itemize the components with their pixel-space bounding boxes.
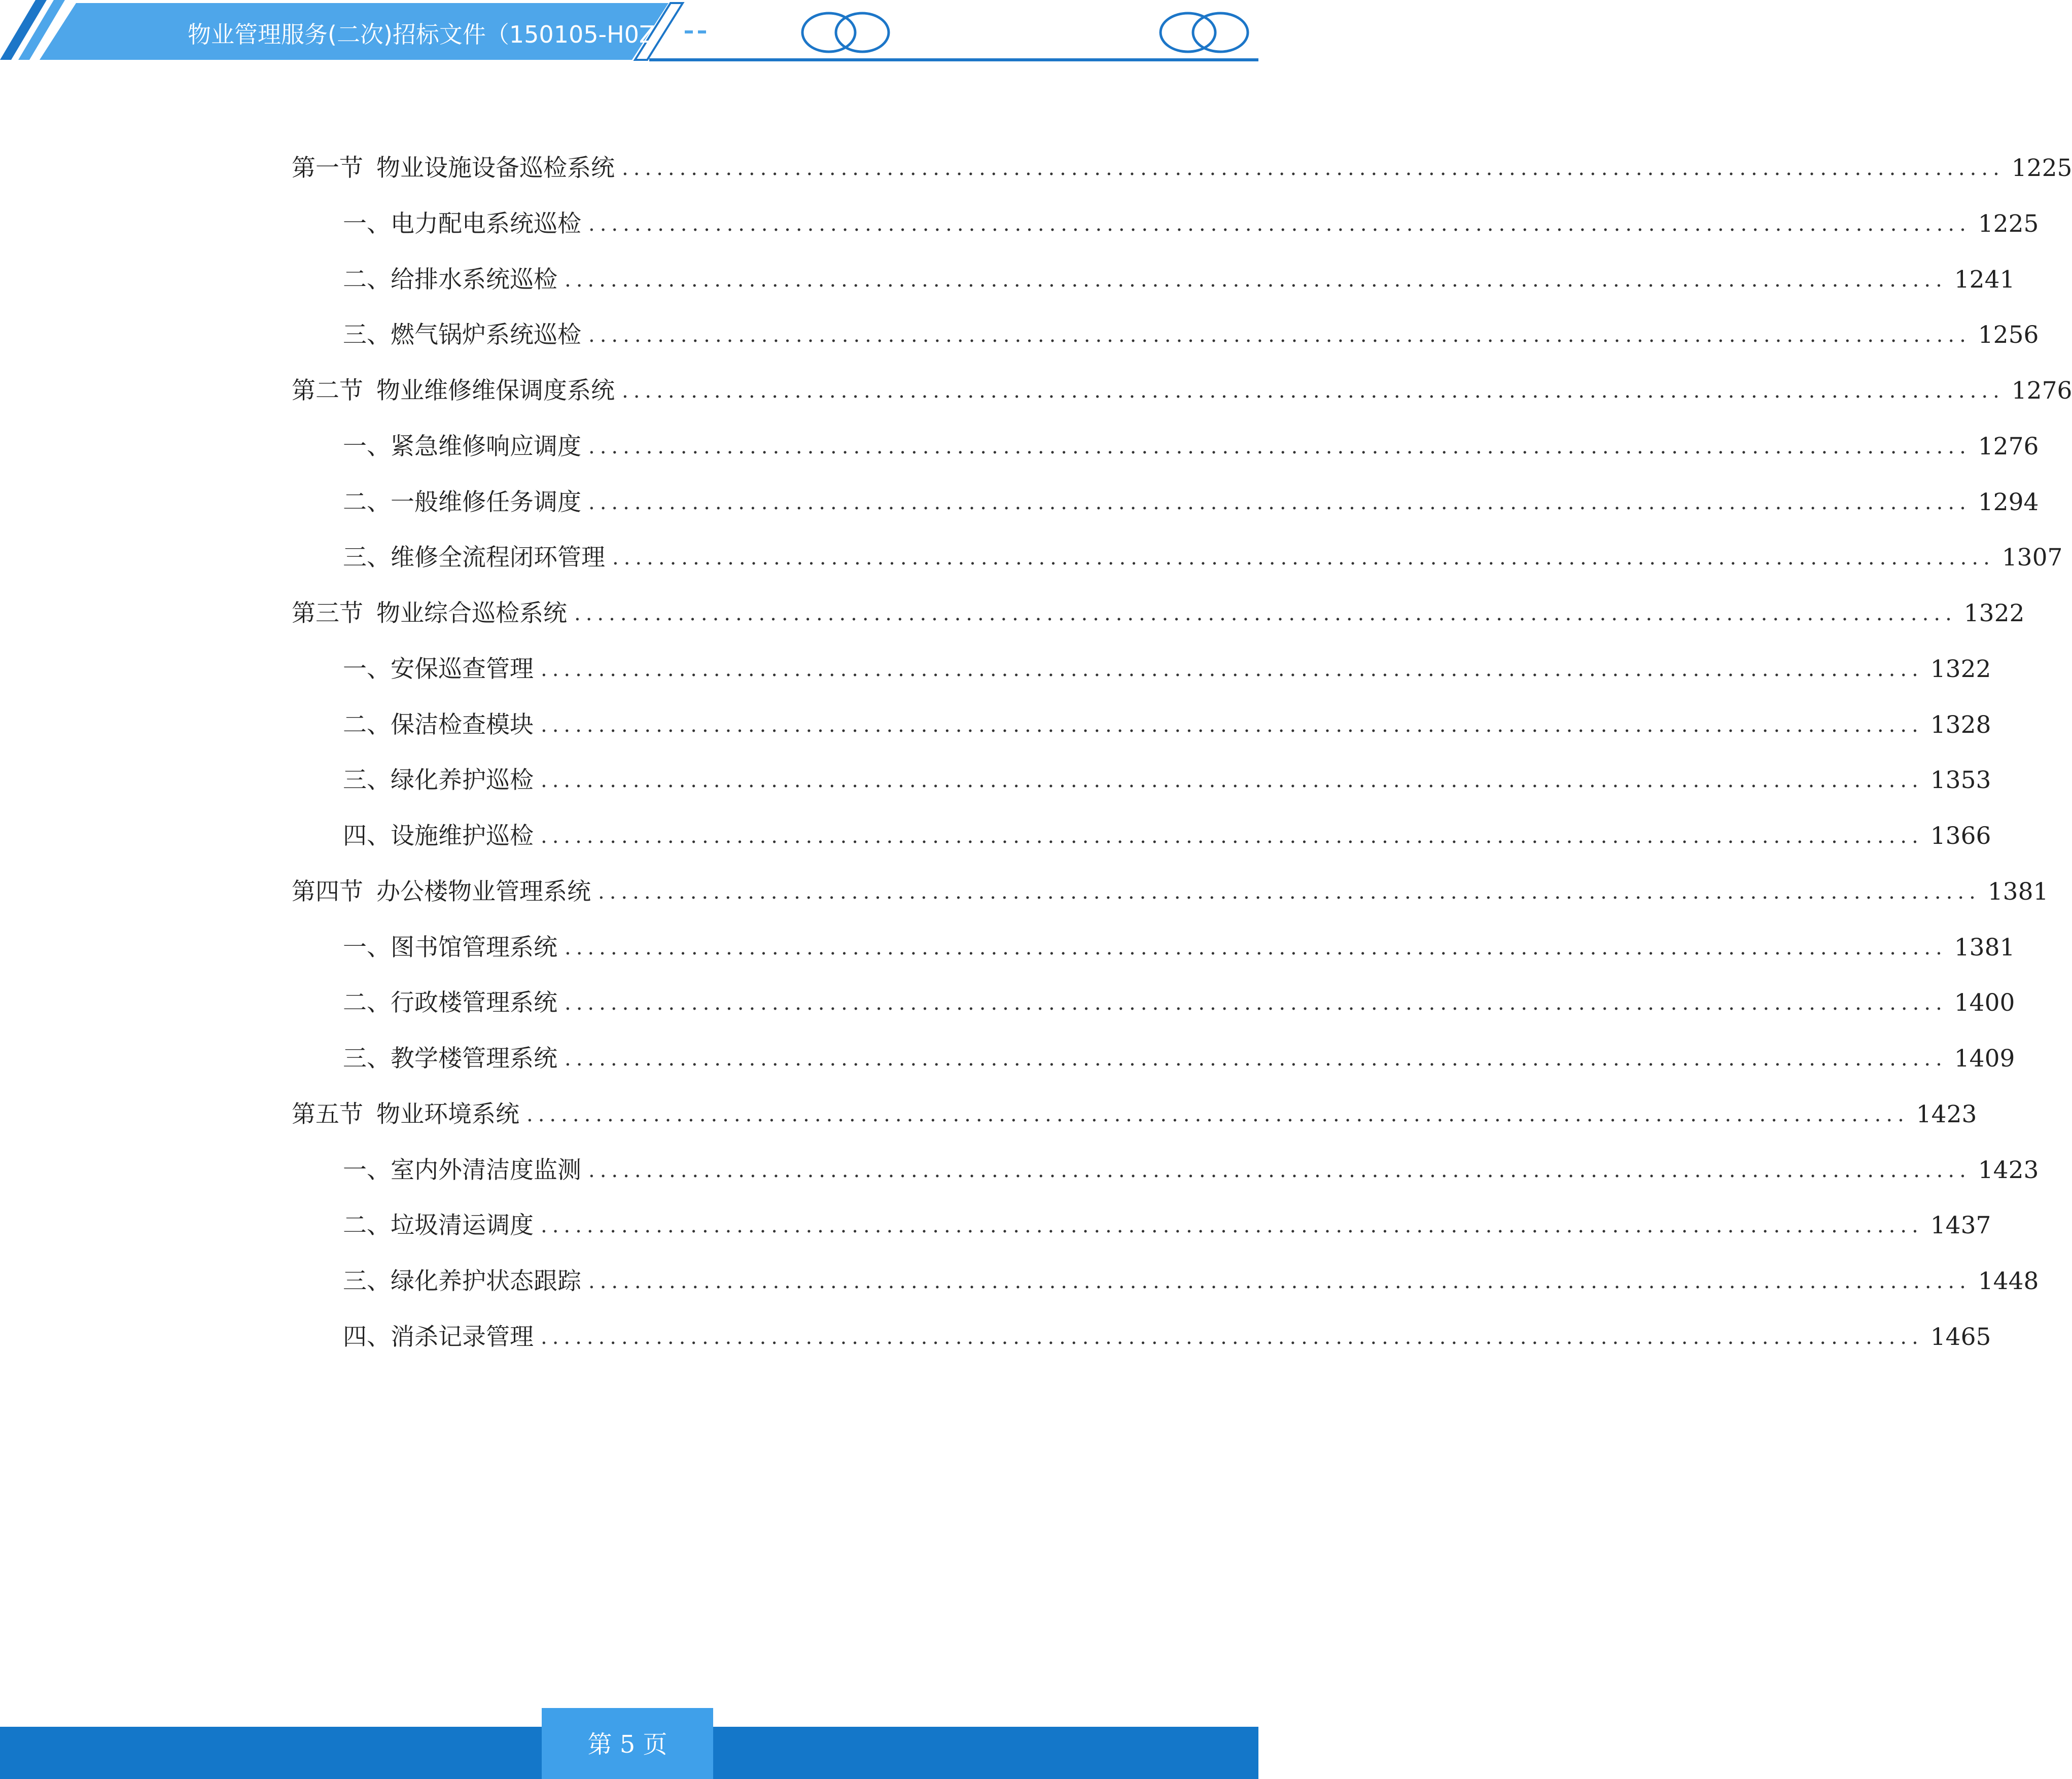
toc-page-number: 1437 [1930,1212,1991,1239]
toc-subsection-entry[interactable] [343,426,2039,467]
toc-subsection-entry[interactable] [343,760,1991,801]
toc-leader-dots: ........................................................................................................................ [588,1270,1971,1293]
toc-leader-dots: ........................................................................................................................ [588,1159,1971,1182]
toc-entry-number: 三、 [343,544,391,572]
toc-entry-number: 第三节 [292,599,363,627]
toc-entry-number: 三、 [343,1267,391,1295]
toc-entry-number: 二、 [343,1212,391,1239]
toc-leader-dots: ........................................................................................................................ [588,324,1971,347]
toc-subsection-entry[interactable] [343,1317,1991,1358]
toc-page-number: 1225 [1978,210,2039,238]
toc-leader-dots: ........................................................................................................................ [565,268,1947,292]
page-number: 第 5 页 [587,1730,668,1759]
toc-entry-number: 三、 [343,1045,391,1073]
toc-entry-title: 绿化养护状态跟踪 [391,1267,581,1295]
toc-leader-dots: ........................................................................................................................ [588,212,1971,236]
toc-page-number: 1276 [1978,433,2039,460]
toc-subsection-entry[interactable] [343,260,2015,300]
toc-entry-number: 四、 [343,1323,391,1351]
toc-page-number: 1307 [2001,544,2063,572]
toc-page-number: 1225 [2011,154,2072,182]
toc-entry-number: 第二节 [292,377,363,405]
toc-subsection-entry[interactable] [343,204,2039,244]
toc-entry-title: 物业环境系统 [376,1100,519,1128]
toc-page-number: 1366 [1930,822,1991,850]
toc-section-entry[interactable] [292,872,2049,912]
toc-section-entry[interactable] [292,148,2072,189]
rings-logo-icon [1161,13,1248,52]
toc-leader-dots: ........................................................................................................................ [565,991,1947,1015]
toc-leader-dots: ........................................................................................................................ [565,1047,1947,1071]
toc-leader-dots: ........................................................................................................................ [565,936,1947,959]
toc-entry-number: 一、 [343,433,391,460]
toc-entry-number: 三、 [343,766,391,794]
toc-leader-dots: ........................................................................................................................ [541,1214,1923,1237]
toc-page-number: 1381 [1987,878,2049,906]
toc-entry-number: 一、 [343,210,391,238]
toc-entry-title: 电力配电系统巡检 [391,210,581,238]
toc-page-number: 1353 [1930,766,1991,794]
toc-page-number: 1465 [1930,1323,1991,1351]
toc-page-number: 1423 [1978,1156,2039,1184]
toc-subsection-entry[interactable] [343,1261,2039,1302]
toc-page-number: 1423 [1916,1100,1977,1128]
toc-leader-dots: ........................................................................................................................ [612,546,1995,570]
toc-entry-title: 燃气锅炉系统巡检 [391,321,581,349]
toc-subsection-entry[interactable] [343,1205,1991,1246]
toc-entry-title: 室内外清洁度监测 [391,1156,581,1184]
toc-page-number: 1241 [1954,266,2015,294]
toc-entry-number: 一、 [343,1156,391,1184]
toc-entry-title: 消杀记录管理 [391,1323,534,1351]
toc-page-number: 1322 [1963,599,2025,627]
toc-entry-number: 第五节 [292,1100,363,1128]
toc-entry-title: 维修全流程闭环管理 [391,544,605,572]
toc-entry-number: 一、 [343,934,391,962]
toc-entry-number: 二、 [343,711,391,739]
toc-leader-dots: ........................................................................................................................ [541,658,1923,681]
toc-entry-title: 物业综合巡检系统 [376,599,567,627]
toc-page-number: 1322 [1930,655,1991,683]
toc-entry-title: 教学楼管理系统 [391,1045,557,1073]
page-header [0,0,1258,66]
toc-leader-dots: ........................................................................................................................ [541,825,1923,848]
toc-page-number: 1256 [1978,321,2039,349]
toc-subsection-entry[interactable] [343,705,1991,745]
toc-entry-title: 紧急维修响应调度 [391,433,581,460]
toc-leader-dots: ........................................................................................................................ [541,714,1923,737]
toc-section-entry[interactable] [292,593,2025,634]
toc-leader-dots: ........................................................................................................................ [598,880,1981,904]
toc-leader-dots: ........................................................................................................................ [541,769,1923,792]
toc-section-entry[interactable] [292,371,2072,411]
toc-subsection-entry[interactable] [343,1150,2039,1191]
toc-subsection-entry[interactable] [343,649,1991,690]
toc-subsection-entry[interactable] [343,816,1991,857]
toc-entry-title: 给排水系统巡检 [391,266,557,294]
toc-entry-title: 绿化养护巡检 [391,766,534,794]
toc-subsection-entry[interactable] [343,538,2063,578]
toc-entry-title: 安保巡查管理 [391,655,534,683]
toc-subsection-entry[interactable] [343,315,2039,355]
toc-section-entry[interactable] [292,1094,1977,1135]
toc-page-number: 1381 [1954,934,2015,962]
toc-entry-number: 四、 [343,822,391,850]
toc-leader-dots: ........................................................................................................................ [622,379,2005,403]
toc-page-number: 1400 [1954,989,2015,1017]
toc-entry-number: 二、 [343,989,391,1017]
toc-entry-title: 行政楼管理系统 [391,989,557,1017]
toc-leader-dots: ........................................................................................................................ [526,1103,1909,1126]
toc-subsection-entry[interactable] [343,983,2015,1023]
toc-entry-number: 二、 [343,266,391,294]
toc-page-number: 1294 [1978,488,2039,516]
toc-entry-title: 设施维护巡检 [391,822,534,850]
toc-page-number: 1276 [2011,377,2072,405]
toc-entry-title: 图书馆管理系统 [391,934,557,962]
toc-entry-title: 保洁检查模块 [391,711,534,739]
toc-entry-title: 办公楼物业管理系统 [376,878,591,906]
toc-entry-title: 一般维修任务调度 [391,488,581,516]
toc-entry-title: 物业维修维保调度系统 [376,377,615,405]
toc-entry-number: 三、 [343,321,391,349]
toc-page-number: 1448 [1978,1267,2039,1295]
toc-leader-dots: ........................................................................................................................ [588,491,1971,514]
toc-leader-dots: ........................................................................................................................ [588,435,1971,458]
toc-entry-title: 物业设施设备巡检系统 [376,154,615,182]
toc-entry-number: 二、 [343,488,391,516]
toc-subsection-entry[interactable] [343,928,2015,968]
toc-subsection-entry[interactable] [343,1039,2015,1079]
toc-page-number: 1409 [1954,1045,2015,1073]
toc-page-number: 1328 [1930,711,1991,739]
toc-subsection-entry[interactable] [343,482,2039,523]
toc-leader-dots: ........................................................................................................................ [574,602,1957,625]
toc-leader-dots: ........................................................................................................................ [541,1326,1923,1349]
toc-entry-number: 第一节 [292,154,363,182]
document-title: 物业管理服务(二次)招标文件（150105-H0Z [188,21,655,48]
toc-entry-title: 垃圾清运调度 [391,1212,534,1239]
toc-entry-number: 一、 [343,655,391,683]
toc-entry-number: 第四节 [292,878,363,906]
toc-leader-dots: ........................................................................................................................ [622,157,2005,180]
